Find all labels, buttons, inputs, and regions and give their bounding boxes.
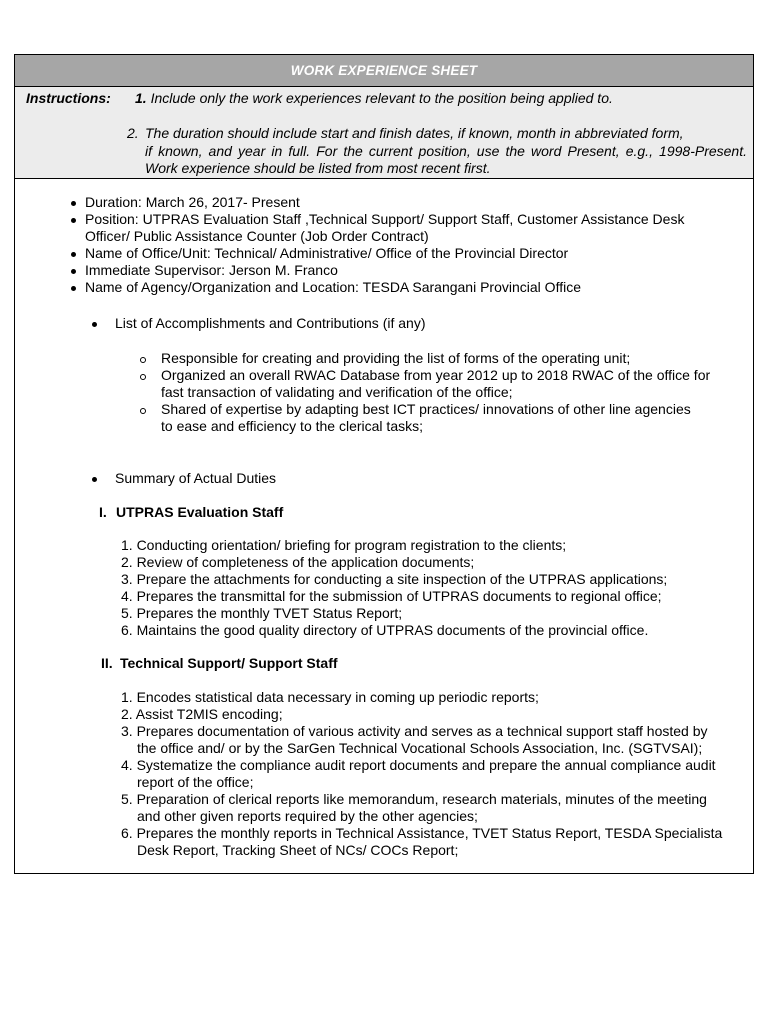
sub-bullet-ring (140, 357, 146, 363)
duty-item: 1. Encodes statistical data necessary in coming up periodic reports; (121, 689, 539, 705)
position-text-line2: Officer/ Public Assistance Counter (Job Order Contract) (85, 228, 429, 244)
instruction-2-line1: The duration should include start and finish dates, if known, month in abbreviated form, (145, 125, 684, 141)
bullet-dot (71, 201, 76, 206)
sheet-title: WORK EXPERIENCE SHEET (15, 55, 753, 87)
section-2-list (121, 689, 741, 859)
duty-item: 5. Preparation of clerical reports like memorandum, research materials, minutes of the meeting and other given reports required by the other agencies; (121, 791, 707, 824)
duty-item: 6. Maintains the good quality directory of UTPRAS documents of the provincial office. (121, 622, 649, 638)
section-1-list (121, 537, 746, 639)
instruction-2-rest: if known, and year in full. For the current position, use the word Present, e.g., 1998-Present. Work experience should be listed from most recent first. (145, 142, 747, 176)
accomplishment-item: Shared of expertise by adapting best ICT practices/ innovations of other line agencies to ease and efficiency to the clerical tasks; (161, 401, 691, 434)
office-text: Name of Office/Unit: Technical/ Administrative/ Office of the Provincial Director (85, 245, 569, 261)
accomplishment-item: Responsible for creating and providing the list of forms of the operating unit; (161, 350, 631, 366)
duty-item: 3. Prepare the attachments for conducting a site inspection of the UTPRAS applications; (121, 571, 668, 587)
bullet-dot (71, 218, 76, 223)
instruction-1-text: Include only the work experiences relevant to the position being applied to. (150, 90, 613, 106)
duty-item: 6. Prepares the monthly reports in Technical Assistance, TVET Status Report, TESDA Specialista Desk Report, Tracking Sheet of NCs/ COCs Report; (121, 825, 723, 858)
bullet-dot (71, 252, 76, 257)
bullet-dot (71, 286, 76, 291)
section-1-title: UTPRAS Evaluation Staff (116, 504, 284, 520)
sub-bullet-ring (140, 374, 146, 380)
instruction-item-1 (135, 90, 613, 106)
duty-item: 2. Assist T2MIS encoding; (121, 706, 283, 722)
instruction-2-number: 2. (127, 125, 139, 141)
supervisor-text: Immediate Supervisor: Jerson M. Franco (85, 262, 338, 278)
duty-item: 4. Prepares the transmittal for the submission of UTPRAS documents to regional office; (121, 588, 662, 604)
section-1-number: I. (99, 504, 107, 520)
bullet-dot (71, 269, 76, 274)
section-2-number: II. (101, 655, 113, 671)
position-text-line1: Position: UTPRAS Evaluation Staff ,Technical Support/ Support Staff, Customer Assistance Desk (85, 211, 685, 227)
summary-label: Summary of Actual Duties (115, 470, 277, 486)
work-experience-sheet (14, 54, 754, 874)
instruction-item-2 (127, 125, 747, 178)
duty-item: 3. Prepares documentation of various activity and serves as a technical support staff hosted by the office and/ or by the SarGen Technical Vocational Schools Association, Inc. (SGTVSAI); (121, 723, 708, 756)
accomplishment-item: Organized an overall RWAC Database from year 2012 up to 2018 RWAC of the office for fast transaction of validating and verification of the office; (161, 367, 711, 400)
sub-bullet-ring (140, 408, 146, 414)
section-2-title: Technical Support/ Support Staff (120, 655, 338, 671)
duration-text: Duration: March 26, 2017- Present (85, 194, 300, 210)
duty-item: 2. Review of completeness of the application documents; (121, 554, 475, 570)
duty-item: 5. Prepares the monthly TVET Status Report; (121, 605, 403, 621)
duty-item: 4. Systematize the compliance audit report documents and prepare the annual compliance audit report of the office; (121, 757, 716, 790)
agency-text: Name of Agency/Organization and Location: TESDA Sarangani Provincial Office (85, 279, 581, 295)
instruction-1-number: 1. (135, 90, 147, 106)
duty-item: 1. Conducting orientation/ briefing for program registration to the clients; (121, 537, 567, 553)
instructions-panel (15, 87, 753, 179)
bullet-dot (92, 322, 97, 327)
accomplishments-label: List of Accomplishments and Contributions (if any) (115, 315, 426, 331)
bullet-dot (92, 477, 97, 482)
instructions-label: Instructions: (26, 90, 111, 106)
